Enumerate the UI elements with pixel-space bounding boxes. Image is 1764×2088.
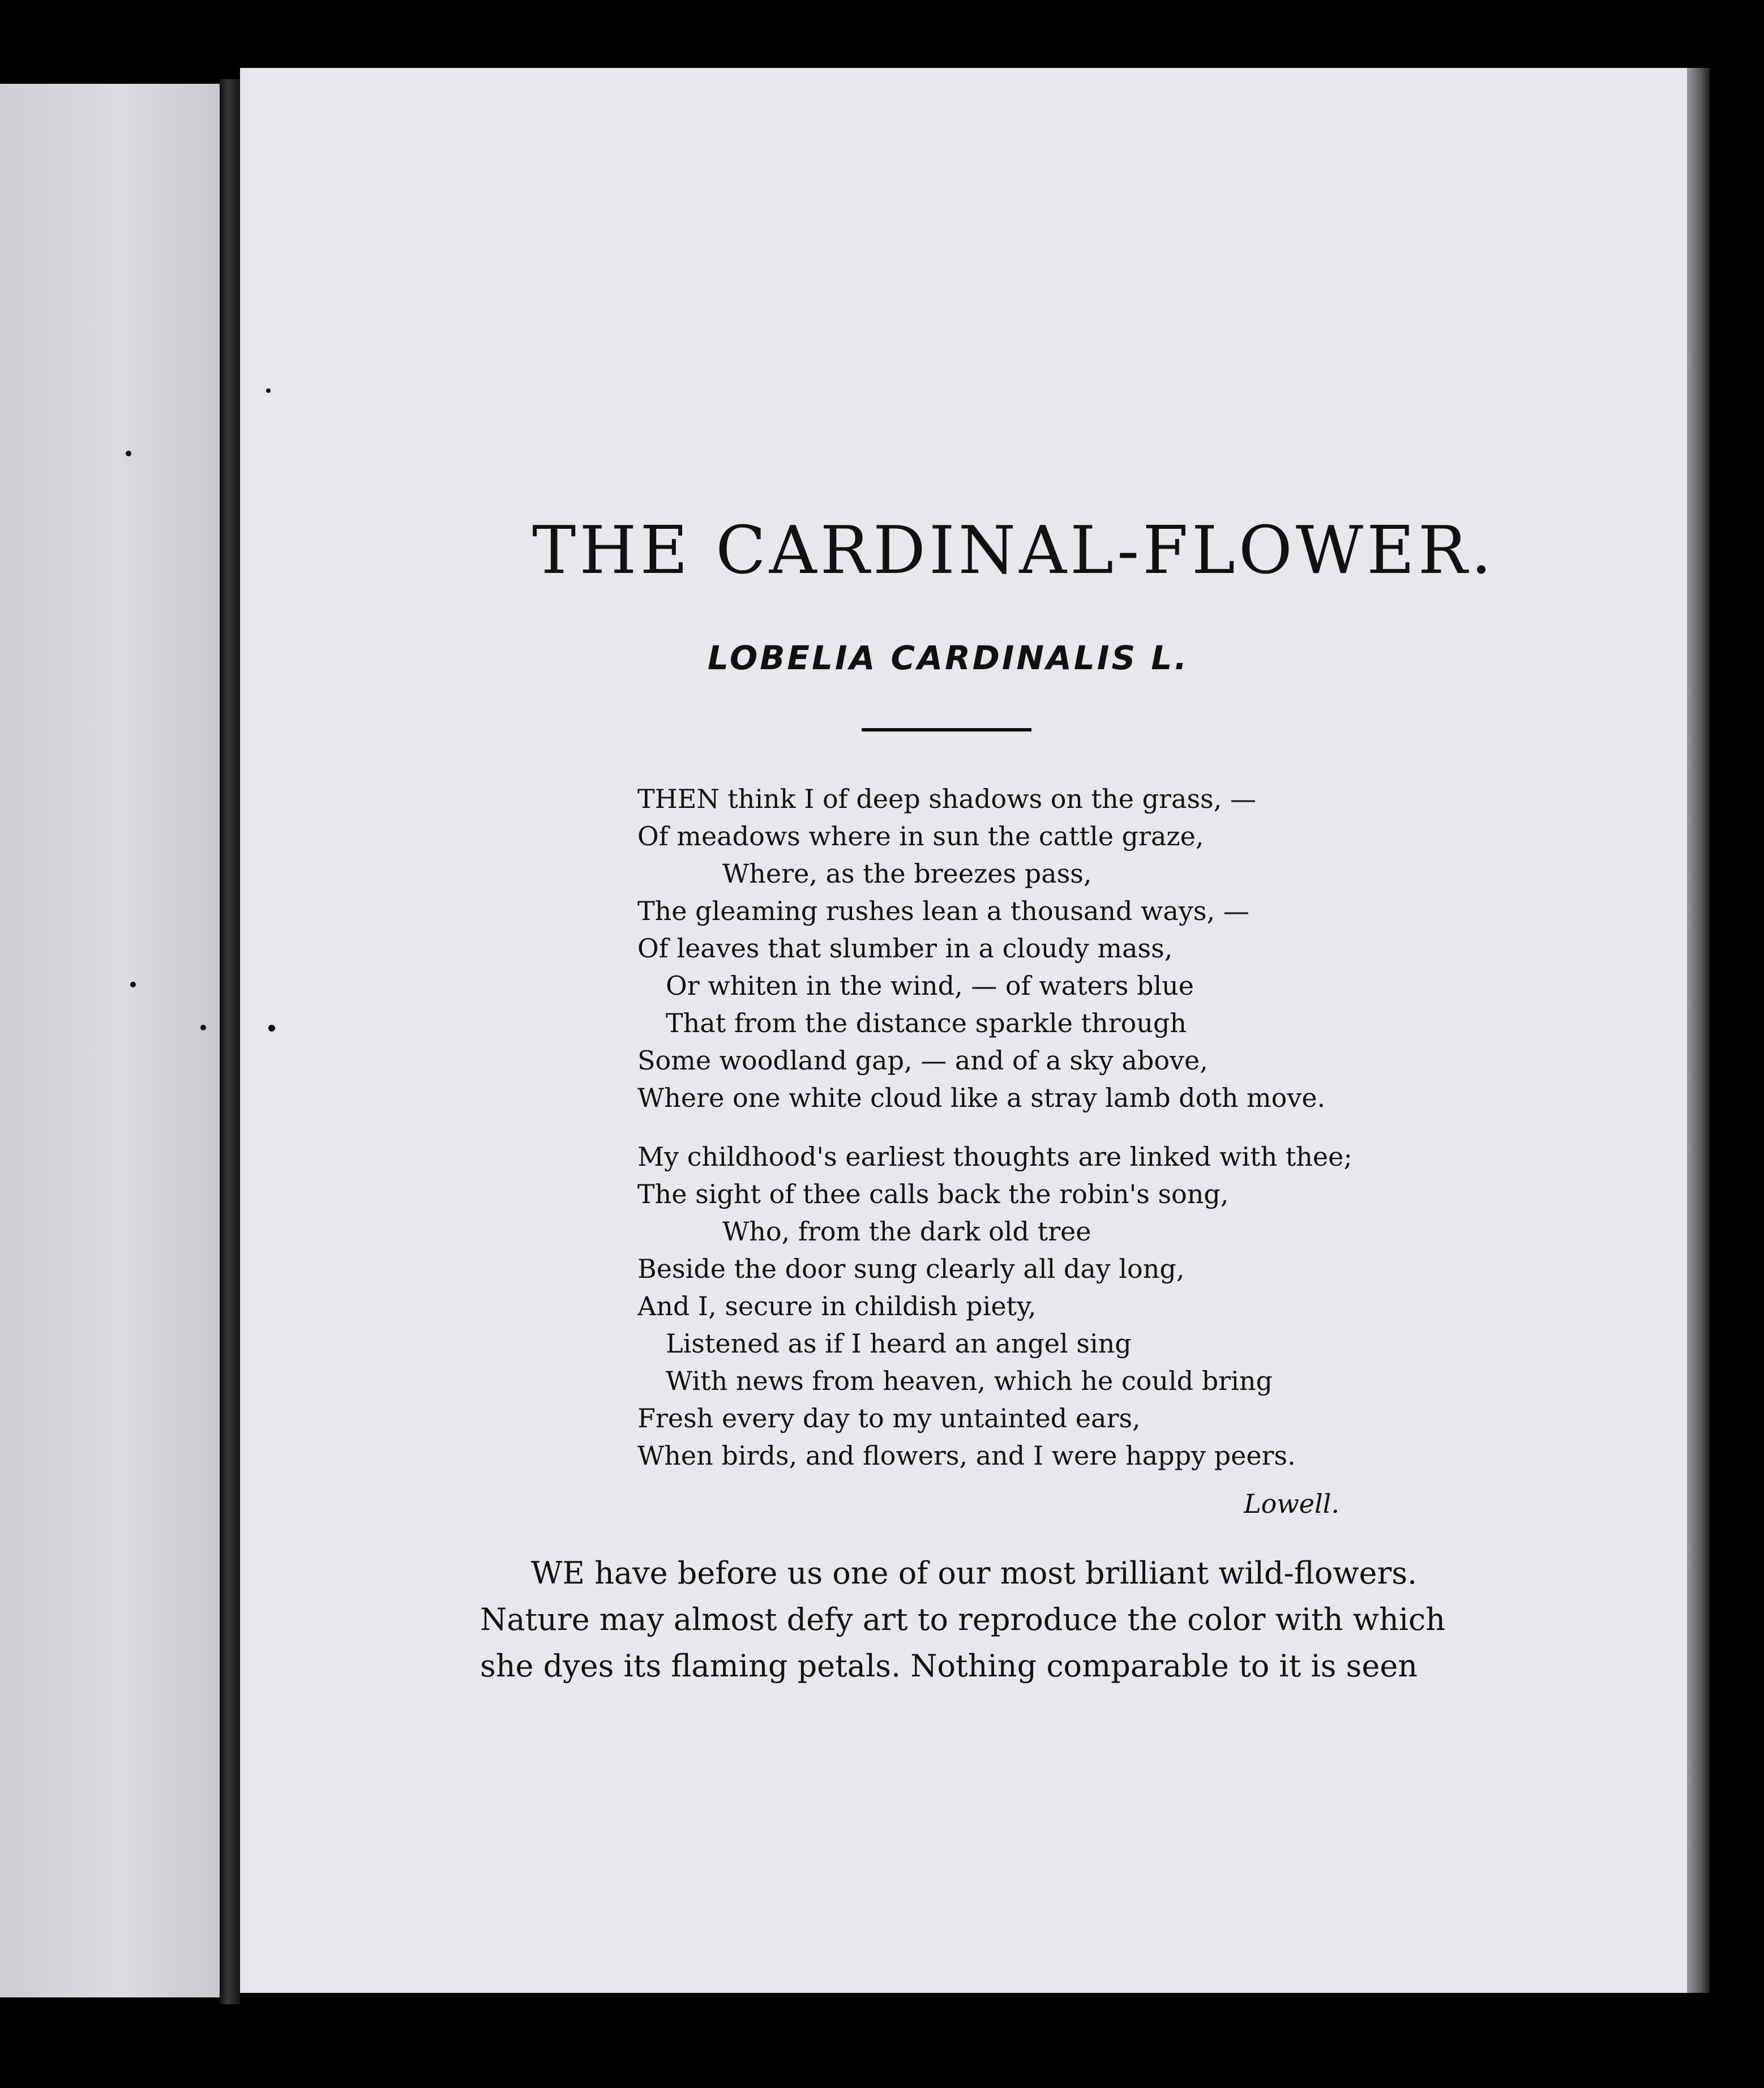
- body-text-line: Nature may almost defy art to reproduce the color with which: [480, 1602, 1446, 1637]
- poem-line: Of leaves that slumber in a cloudy mass,: [637, 933, 1173, 964]
- poem-line: Or whiten in the wind, — of waters blue: [666, 970, 1194, 1001]
- body-text-line: she dyes its flaming petals. Nothing comparable to it is seen: [480, 1648, 1418, 1684]
- poem-line: Some woodland gap, — and of a sky above,: [637, 1045, 1208, 1076]
- poem-line: Fresh every day to my untainted ears,: [637, 1403, 1141, 1434]
- poem-line: Listened as if I heard an angel sing: [666, 1328, 1132, 1359]
- ink-speck: [200, 1025, 206, 1030]
- poem-line: THEN think I of deep shadows on the grass, —: [637, 784, 1256, 814]
- poem-line: With news from heaven, which he could bring: [666, 1366, 1273, 1396]
- poem-line: Where one white cloud like a stray lamb doth move.: [637, 1082, 1326, 1113]
- poem-line: And I, secure in childish piety,: [637, 1291, 1037, 1321]
- body-text-line: WE have before us one of our most brilliant wild-flowers.: [531, 1555, 1418, 1591]
- poem-line: The gleaming rushes lean a thousand ways, —: [637, 896, 1249, 926]
- poem: [637, 780, 1373, 1474]
- poem-line: The sight of thee calls back the robin's song,: [637, 1179, 1229, 1209]
- poem-line: My childhood's earliest thoughts are linked with thee;: [637, 1141, 1352, 1172]
- book-gutter: [220, 79, 240, 2004]
- poem-line: When birds, and flowers, and I were happy peers.: [637, 1440, 1296, 1471]
- ink-speck: [266, 388, 271, 393]
- poem-line: Of meadows where in sun the cattle graze,: [637, 821, 1204, 852]
- page-title: THE CARDINAL-FLOWER.: [532, 512, 1496, 589]
- poem-stanza: [637, 780, 1373, 1116]
- left-page: [0, 84, 220, 1997]
- ink-speck: [126, 451, 131, 456]
- title-rule: [862, 728, 1031, 731]
- poem-line: That from the distance sparkle through: [666, 1008, 1187, 1038]
- poem-author: Lowell.: [1244, 1488, 1339, 1519]
- ink-speck: [130, 982, 136, 987]
- poem-line: Where, as the breezes pass,: [722, 858, 1092, 889]
- ink-speck: [268, 1025, 275, 1032]
- page-edge: [1687, 68, 1710, 1993]
- poem-line: Beside the door sung clearly all day long,: [637, 1253, 1185, 1284]
- poem-line: Who, from the dark old tree: [722, 1216, 1091, 1247]
- poem-stanza: [637, 1138, 1373, 1474]
- botanical-name: LOBELIA CARDINALIS L.: [708, 639, 1189, 677]
- body-text: [480, 1550, 1446, 1689]
